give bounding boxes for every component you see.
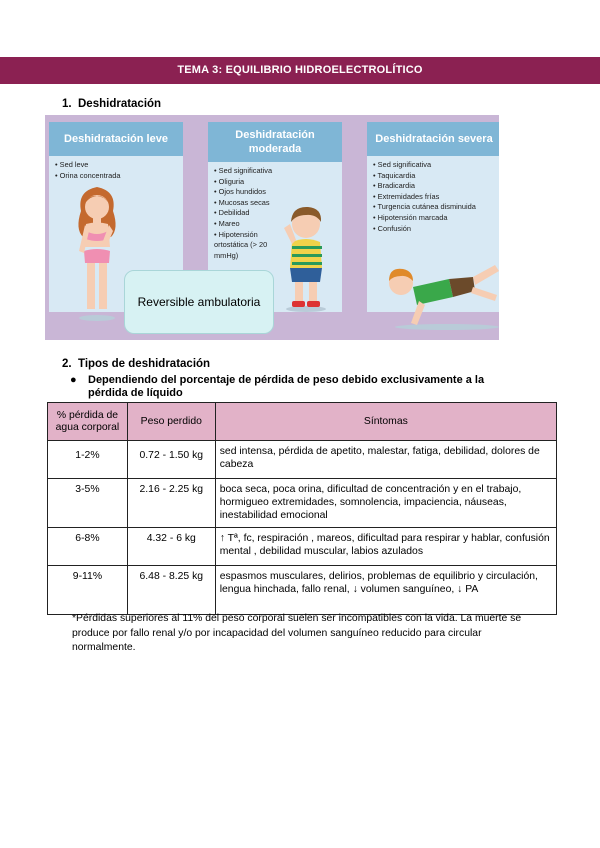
panel-severe-item: • Taquicardia — [373, 171, 499, 182]
cell-percent: 1-2% — [48, 441, 128, 479]
table-row — [48, 528, 557, 566]
dehydration-types-table — [47, 402, 557, 615]
dehydration-infographic — [45, 115, 499, 340]
section-1-heading — [62, 98, 161, 110]
panel-severe-title: Deshidratación severa — [367, 122, 499, 156]
cell-symptoms: ↑ Tª, fc, respiración , mareos, dificultad para respirar y hablar, confusión mental , debilidad muscular, labios azulados — [215, 528, 556, 566]
panel-severe-list — [367, 156, 499, 234]
cell-symptoms: espasmos musculares, delirios, problemas de equilibrio y circulación, lengua hinchada, fallo renal, ↓ volumen sanguíneo, ↓ PA — [215, 566, 556, 615]
cell-weight: 4.32 - 6 kg — [127, 528, 215, 566]
cell-symptoms: sed intensa, pérdida de apetito, malestar, fatiga, debilidad, dolores de cabeza — [215, 441, 556, 479]
cell-weight: 0.72 - 1.50 kg — [127, 441, 215, 479]
cell-weight: 6.48 - 8.25 kg — [127, 566, 215, 615]
bullet-dot-icon: ● — [70, 374, 77, 386]
panel-moderate-item: • Mucosas secas — [214, 198, 290, 209]
footnote: *Pérdidas superiores al 11% del peso corporal suelen ser incompatibles con la vida. La muerte se produce por fallo renal y/o por incapacidad del volumen sanguíneo reducido para circular normalmente. — [72, 613, 522, 654]
section-2-bullet-text: Dependiendo del porcentaje de pérdida de peso debido exclusivamente a la pérdida de líquido — [88, 374, 485, 399]
reversible-callout: Reversible ambulatoria — [124, 270, 274, 334]
panel-severe-item: • Turgencia cutánea disminuida — [373, 202, 499, 213]
panel-severe-body — [367, 156, 499, 312]
panel-severe-item: • Hipotensión marcada — [373, 213, 499, 224]
panel-moderate-item: • Ojos hundidos — [214, 187, 290, 198]
panel-mild-list — [49, 156, 183, 181]
panel-mild-item: • Orina concentrada — [55, 171, 183, 182]
panel-mild-item: • Sed leve — [55, 160, 183, 171]
panel-severe — [367, 122, 499, 312]
header-weight: Peso perdido — [127, 403, 215, 441]
table-row — [48, 566, 557, 615]
cell-percent: 6-8% — [48, 528, 128, 566]
panel-moderate-title: Deshidratación moderada — [208, 122, 342, 162]
panel-severe-item: • Sed significativa — [373, 160, 499, 171]
table-header-row — [48, 403, 557, 441]
cell-percent: 9-11% — [48, 566, 128, 615]
section-2-title: Tipos de deshidratación — [78, 358, 211, 370]
panel-severe-item: • Extremidades frías — [373, 192, 499, 203]
section-1-title: Deshidratación — [78, 98, 162, 110]
table-row — [48, 441, 557, 479]
panel-moderate-item: • Hipotensión ortostática (> 20 mmHg) — [214, 230, 290, 262]
panel-moderate-item: • Sed significativa — [214, 166, 290, 177]
section-2-heading — [62, 358, 210, 370]
header-symptoms: Síntomas — [215, 403, 556, 441]
panel-severe-item: • Confusión — [373, 224, 499, 235]
cell-weight: 2.16 - 2.25 kg — [127, 479, 215, 528]
panel-mild-title: Deshidratación leve — [49, 122, 183, 156]
girl-illustration — [67, 181, 127, 321]
cell-percent: 3-5% — [48, 479, 128, 528]
section-1-number: 1. — [62, 98, 72, 110]
panel-severe-item: • Bradicardia — [373, 181, 499, 192]
cell-symptoms: boca seca, poca orina, dificultad de concentración y en el trabajo, hormigueo extremidades, somnolencia, impaciencia, náuseas, inestabilidad emocional — [215, 479, 556, 528]
table-row — [48, 479, 557, 528]
header-percent: % pérdida de agua corporal — [48, 403, 128, 441]
topic-header: TEMA 3: EQUILIBRIO HIDROELECTROLÍTICO — [0, 57, 600, 84]
panel-moderate-item: • Mareo — [214, 219, 290, 230]
section-2-number: 2. — [62, 358, 72, 370]
boy-fainting-illustration — [377, 251, 499, 331]
boy-dizzy-illustration — [278, 202, 336, 312]
panel-moderate-item: • Debilidad — [214, 208, 290, 219]
panel-moderate-item: • Oliguria — [214, 177, 290, 188]
